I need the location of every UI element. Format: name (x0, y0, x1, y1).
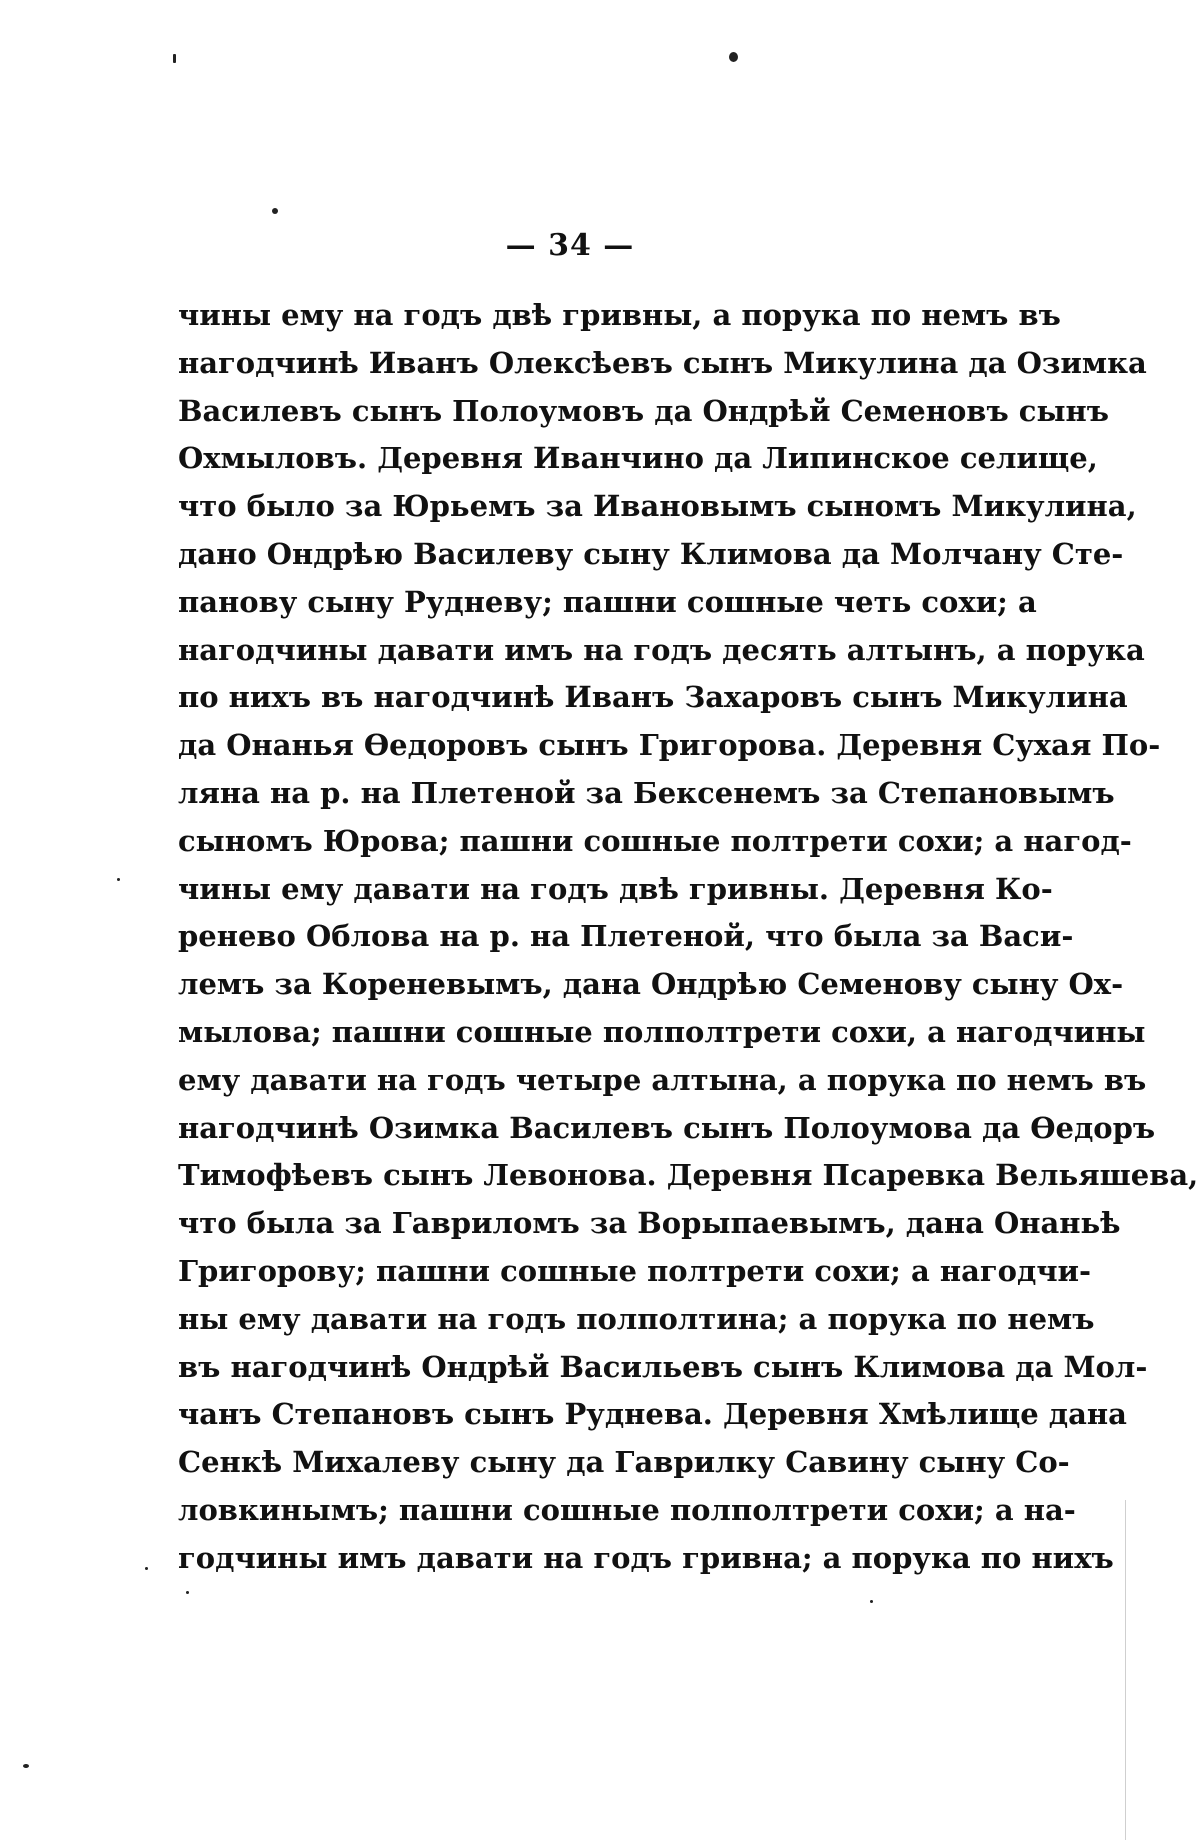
text-line: годчины имъ давати на годъ гривна; а порука по нихъ (178, 1540, 1114, 1575)
text-line: ляна на р. на Плетеной за Бексенемъ за Степановымъ (178, 775, 1115, 810)
text-line: мылова; пашни сошные полполтрети сохи, а нагодчины (178, 1014, 1146, 1049)
text-line: Сенкѣ Михалеву сыну да Гаврилку Савину сыну Со- (178, 1445, 1070, 1480)
text-line: ренево Облова на р. на Плетеной, что была за Васи- (178, 919, 1074, 954)
text-line: чины ему давати на годъ двѣ гривны. Деревня Ко- (178, 871, 1053, 906)
ink-speck (23, 1764, 29, 1768)
text-line: дано Ондрѣю Василеву сыну Климова да Молчану Сте- (178, 536, 1124, 571)
text-line: чанъ Степановъ сынъ Руднева. Деревня Хмѣлище дана (178, 1397, 1127, 1432)
text-line: панову сыну Рудневу; пашни сошные четь сохи; а (178, 584, 1037, 619)
text-line: да Онанья Өедоровъ сынъ Григорова. Деревня Сухая По- (178, 728, 1161, 763)
text-line: сыномъ Юрова; пашни сошные полтрети сохи; а нагод- (178, 823, 1132, 858)
ink-speck (729, 52, 738, 62)
ink-speck (870, 1600, 873, 1603)
ink-speck (272, 208, 278, 214)
text-line: Василевъ сынъ Полоумовъ да Ондрѣй Семеновъ сынъ (178, 393, 1110, 428)
text-line: нагодчинѣ Иванъ Олексѣевъ сынъ Микулина да Озимка (178, 345, 1147, 380)
ink-speck (173, 54, 176, 63)
text-line: нагодчины давати имъ на годъ десять алтынъ, а порука (178, 632, 1145, 667)
text-line: что была за Гавриломъ за Ворыпаевымъ, дана Онаньѣ (178, 1206, 1121, 1241)
text-line: ны ему давати на годъ полполтина; а порука по немъ (178, 1301, 1095, 1336)
text-line: Охмыловъ. Деревня Иванчино да Липинское селище, (178, 441, 1098, 476)
text-line: что было за Юрьемъ за Ивановымъ сыномъ Микулина, (178, 489, 1137, 524)
text-line: Тимофѣевъ сынъ Левонова. Деревня Псаревка Вельяшева, (178, 1158, 1198, 1193)
page-number: — 34 — (505, 228, 635, 263)
text-line: по нихъ въ нагодчинѣ Иванъ Захаровъ сынъ Микулина (178, 680, 1128, 715)
ink-speck (145, 1567, 148, 1570)
text-line: лемъ за Кореневымъ, дана Ондрѣю Семенову сыну Ох- (178, 967, 1124, 1002)
text-line: чины ему на годъ двѣ гривны, а порука по немъ въ (178, 298, 1061, 332)
text-line: въ нагодчинѣ Ондрѣй Васильевъ сынъ Климова да Мол- (178, 1349, 1148, 1384)
text-line: ему давати на годъ четыре алтына, а порука по немъ въ (178, 1062, 1147, 1097)
body-text (178, 292, 1198, 1583)
text-line: Григорову; пашни сошные полтрети сохи; а нагодчи- (178, 1253, 1092, 1288)
text-line: ловкинымъ; пашни сошные полполтрети сохи; а на- (178, 1492, 1076, 1527)
text-line: нагодчинѣ Озимка Василевъ сынъ Полоумова да Өедоръ (178, 1110, 1156, 1145)
ink-speck (186, 1591, 189, 1594)
ink-speck (117, 878, 120, 881)
page-edge-shadow (1125, 1500, 1126, 1840)
